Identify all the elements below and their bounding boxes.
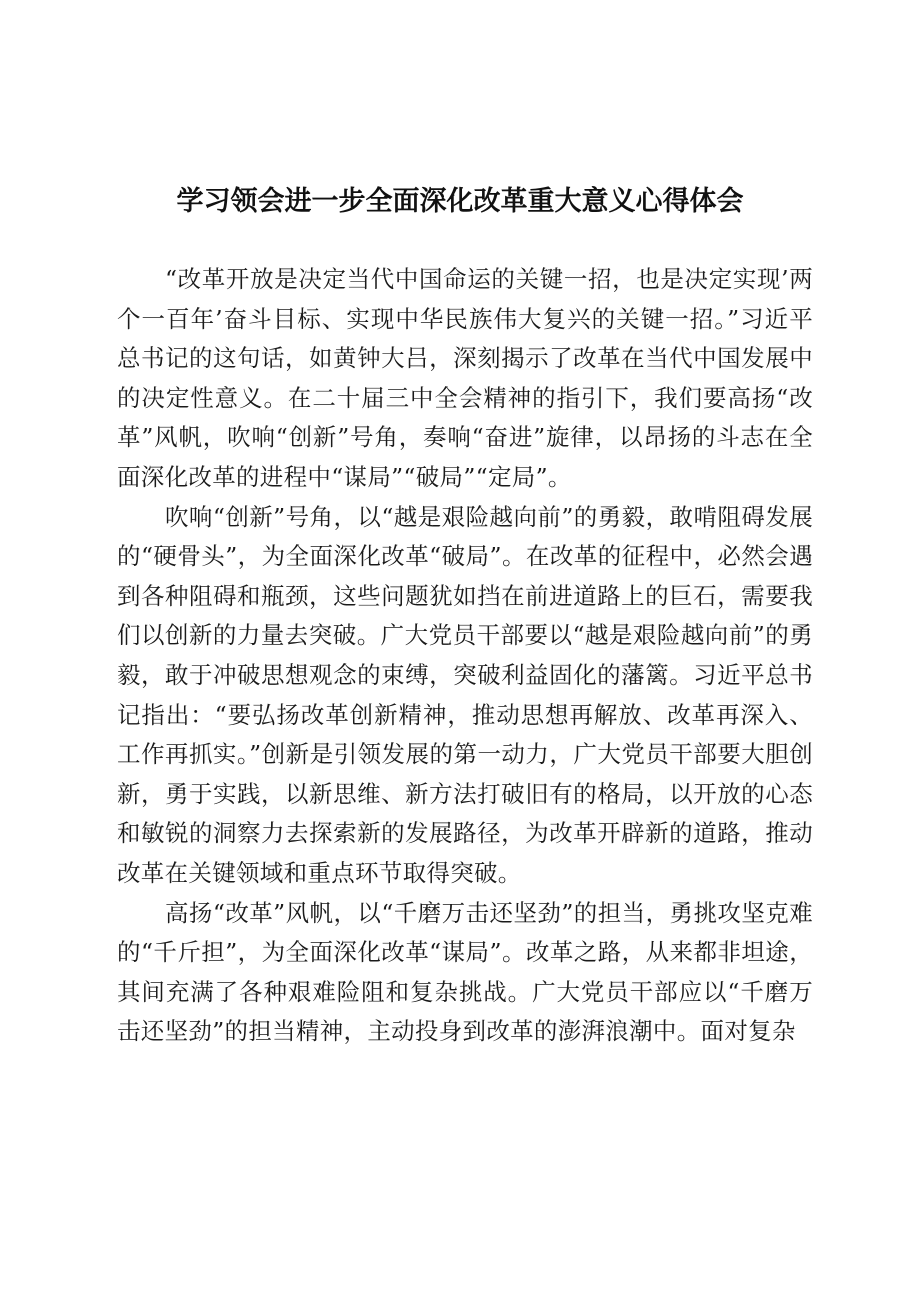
paragraph: 吹响“创新”号角，以“越是艰险越向前”的勇毅，敢啃阻碍发展的“硬骨头”，为全面深化改革“破局”。在改革的征程中，必然会遇到各种阻碍和瓶颈，这些问题犹如挡在前进道路上的巨石，需要我们以创新的力量去突破。广大党员干部要以“越是艰险越向前”的勇毅，敢于冲破思想观念的束缚，突破利益固化的藩篱。习近平总书记指出：“要弘扬改革创新精神，推动思想再解放、改革再深入、工作再抓实。”创新是引领发展的第一动力，广大党员干部要大胆创新，勇于实践，以新思维、新方法打破旧有的格局，以开放的心态和敏锐的洞察力去探索新的发展路径，为改革开辟新的道路，推动改革在关键领域和重点环节取得突破。 <box>117 502 813 887</box>
document-title: 学习领会进一步全面深化改革重大意义心得体会 <box>176 186 744 218</box>
document-body <box>117 260 813 1052</box>
paragraph: 高扬“改革”风帆，以“千磨万击还坚劲”的担当，勇挑攻坚克难的“千斤担”，为全面深化改革“谋局”。改革之路，从来都非坦途，其间充满了各种艰难险阻和复杂挑战。广大党员干部应以“千磨万击还坚劲”的担当精神，主动投身到改革的澎湃浪潮中。面对复杂 <box>117 898 813 1046</box>
paragraph: “改革开放是决定当代中国命运的关键一招，也是决定实现’两个一百年’奋斗目标、实现中华民族伟大复兴的关键一招。”习近平总书记的这句话，如黄钟大吕，深刻揭示了改革在当代中国发展中的决定性意义。在二十届三中全会精神的指引下，我们要高扬“改革”风帆，吹响“创新”号角，奏响“奋进”旋律，以昂扬的斗志在全面深化改革的进程中“谋局”“破局”“定局”。 <box>117 265 813 491</box>
